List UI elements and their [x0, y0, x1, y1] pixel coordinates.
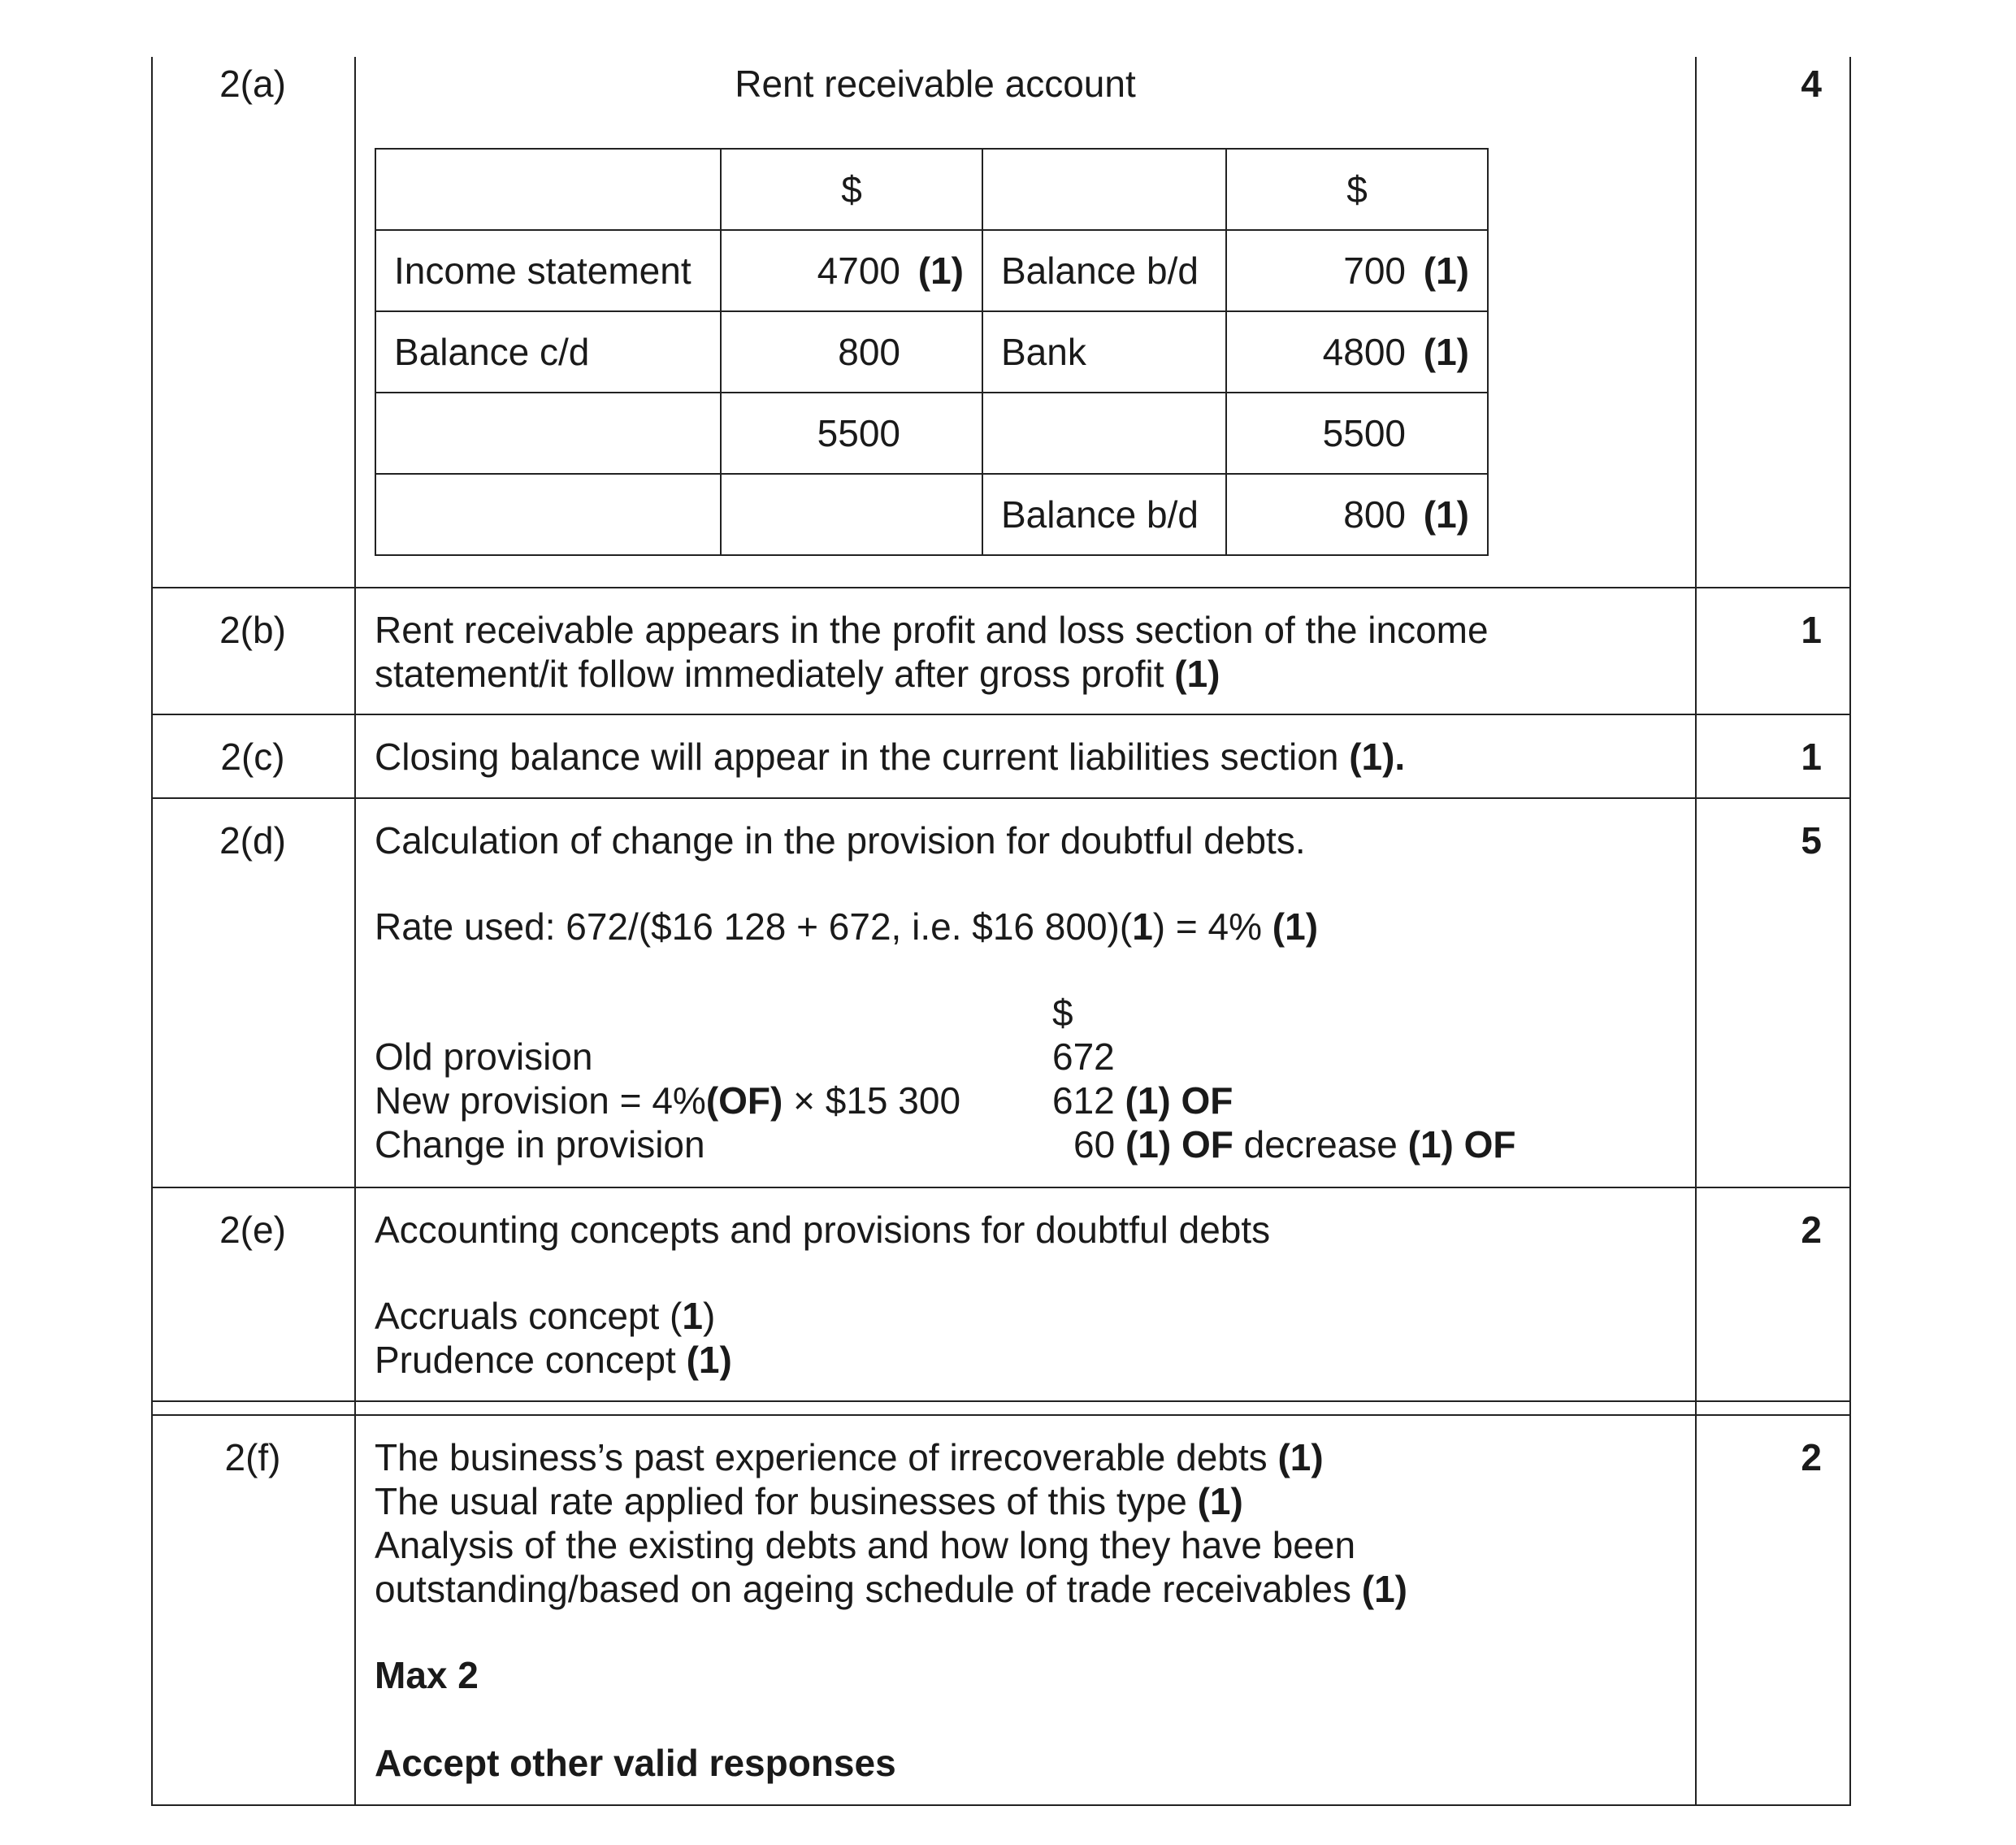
provision-labels: Old provision New provision = 4%(OF) × $15 300 Change in provision	[375, 1035, 961, 1166]
debit-label	[375, 393, 721, 474]
answer-text: Closing balance will appear in the current liabilities section (1).	[375, 736, 1406, 778]
max-marks-note: Max 2	[375, 1654, 479, 1696]
grid-line	[151, 797, 1851, 799]
question-number: 2(c)	[220, 736, 285, 778]
grid-line	[151, 1400, 1851, 1402]
grid-line	[151, 57, 153, 1806]
ledger-row	[375, 474, 1488, 555]
credit-label: Bank	[982, 311, 1226, 393]
question-number: 2(f)	[224, 1436, 281, 1478]
question-number: 2(b)	[219, 609, 286, 651]
ledger-cell	[375, 149, 721, 230]
marks: 2	[1801, 1436, 1822, 1478]
credit-label: Balance b/d	[982, 474, 1226, 555]
answer-text: Accruals concept (1) Prudence concept (1)	[375, 1295, 732, 1381]
grid-line	[151, 1804, 1851, 1806]
marks: 4	[1801, 63, 1822, 105]
answer-text: Rent receivable appears in the profit and loss section of the income statement/it follow immediately after gross profit (1)	[375, 609, 1489, 695]
credit-amount: 4800 (1)	[1226, 311, 1488, 393]
debit-amount: 4700 (1)	[721, 230, 982, 311]
currency-header: $	[1226, 149, 1488, 230]
provision-values: $ 672 612 (1) OF 60 (1) OF decrease (1) OF	[1052, 992, 1516, 1166]
mark-scheme-table	[151, 57, 1851, 1806]
credit-total: 5500	[1226, 393, 1488, 474]
marks: 1	[1801, 609, 1822, 651]
credit-amount: 700 (1)	[1226, 230, 1488, 311]
currency-header: $	[721, 149, 982, 230]
question-number: 2(d)	[219, 819, 286, 862]
marks: 1	[1801, 736, 1822, 778]
grid-line	[151, 1414, 1851, 1416]
credit-label	[982, 393, 1226, 474]
rate-calculation: Rate used: 672/($16 128 + 672, i.e. $16 800)(1) = 4% (1)	[375, 905, 1319, 948]
ledger-row	[375, 230, 1488, 311]
debit-amount: 800	[721, 311, 982, 393]
grid-line	[354, 57, 356, 1806]
ledger-total-row	[375, 393, 1488, 474]
grid-line	[1849, 57, 1851, 1806]
ledger-cell	[982, 149, 1226, 230]
answer-heading: Accounting concepts and provisions for doubtful debts	[375, 1209, 1271, 1251]
account-title: Rent receivable account	[735, 63, 1136, 105]
marks: 2	[1801, 1209, 1822, 1251]
grid-line	[151, 714, 1851, 715]
grid-line	[151, 1187, 1851, 1188]
debit-label	[375, 474, 721, 555]
ledger-header-row	[375, 149, 1488, 230]
answer-heading: Calculation of change in the provision for doubtful debts.	[375, 819, 1306, 862]
rent-receivable-ledger	[375, 148, 1489, 556]
question-number: 2(e)	[219, 1209, 286, 1251]
grid-line	[151, 587, 1851, 588]
ledger-row	[375, 311, 1488, 393]
answer-text: The business’s past experience of irrecoverable debts (1) The usual rate applied for businesses of this type (1) Analysis of the existing debts and how long they have been outstanding/based on ageing schedule of trade receivables (1)	[375, 1436, 1407, 1610]
debit-label: Income statement	[375, 230, 721, 311]
question-number: 2(a)	[219, 63, 286, 105]
marks: 5	[1801, 819, 1822, 862]
debit-amount	[721, 474, 982, 555]
debit-label: Balance c/d	[375, 311, 721, 393]
debit-total: 5500	[721, 393, 982, 474]
credit-label: Balance b/d	[982, 230, 1226, 311]
accept-note: Accept other valid responses	[375, 1742, 896, 1784]
credit-amount: 800 (1)	[1226, 474, 1488, 555]
